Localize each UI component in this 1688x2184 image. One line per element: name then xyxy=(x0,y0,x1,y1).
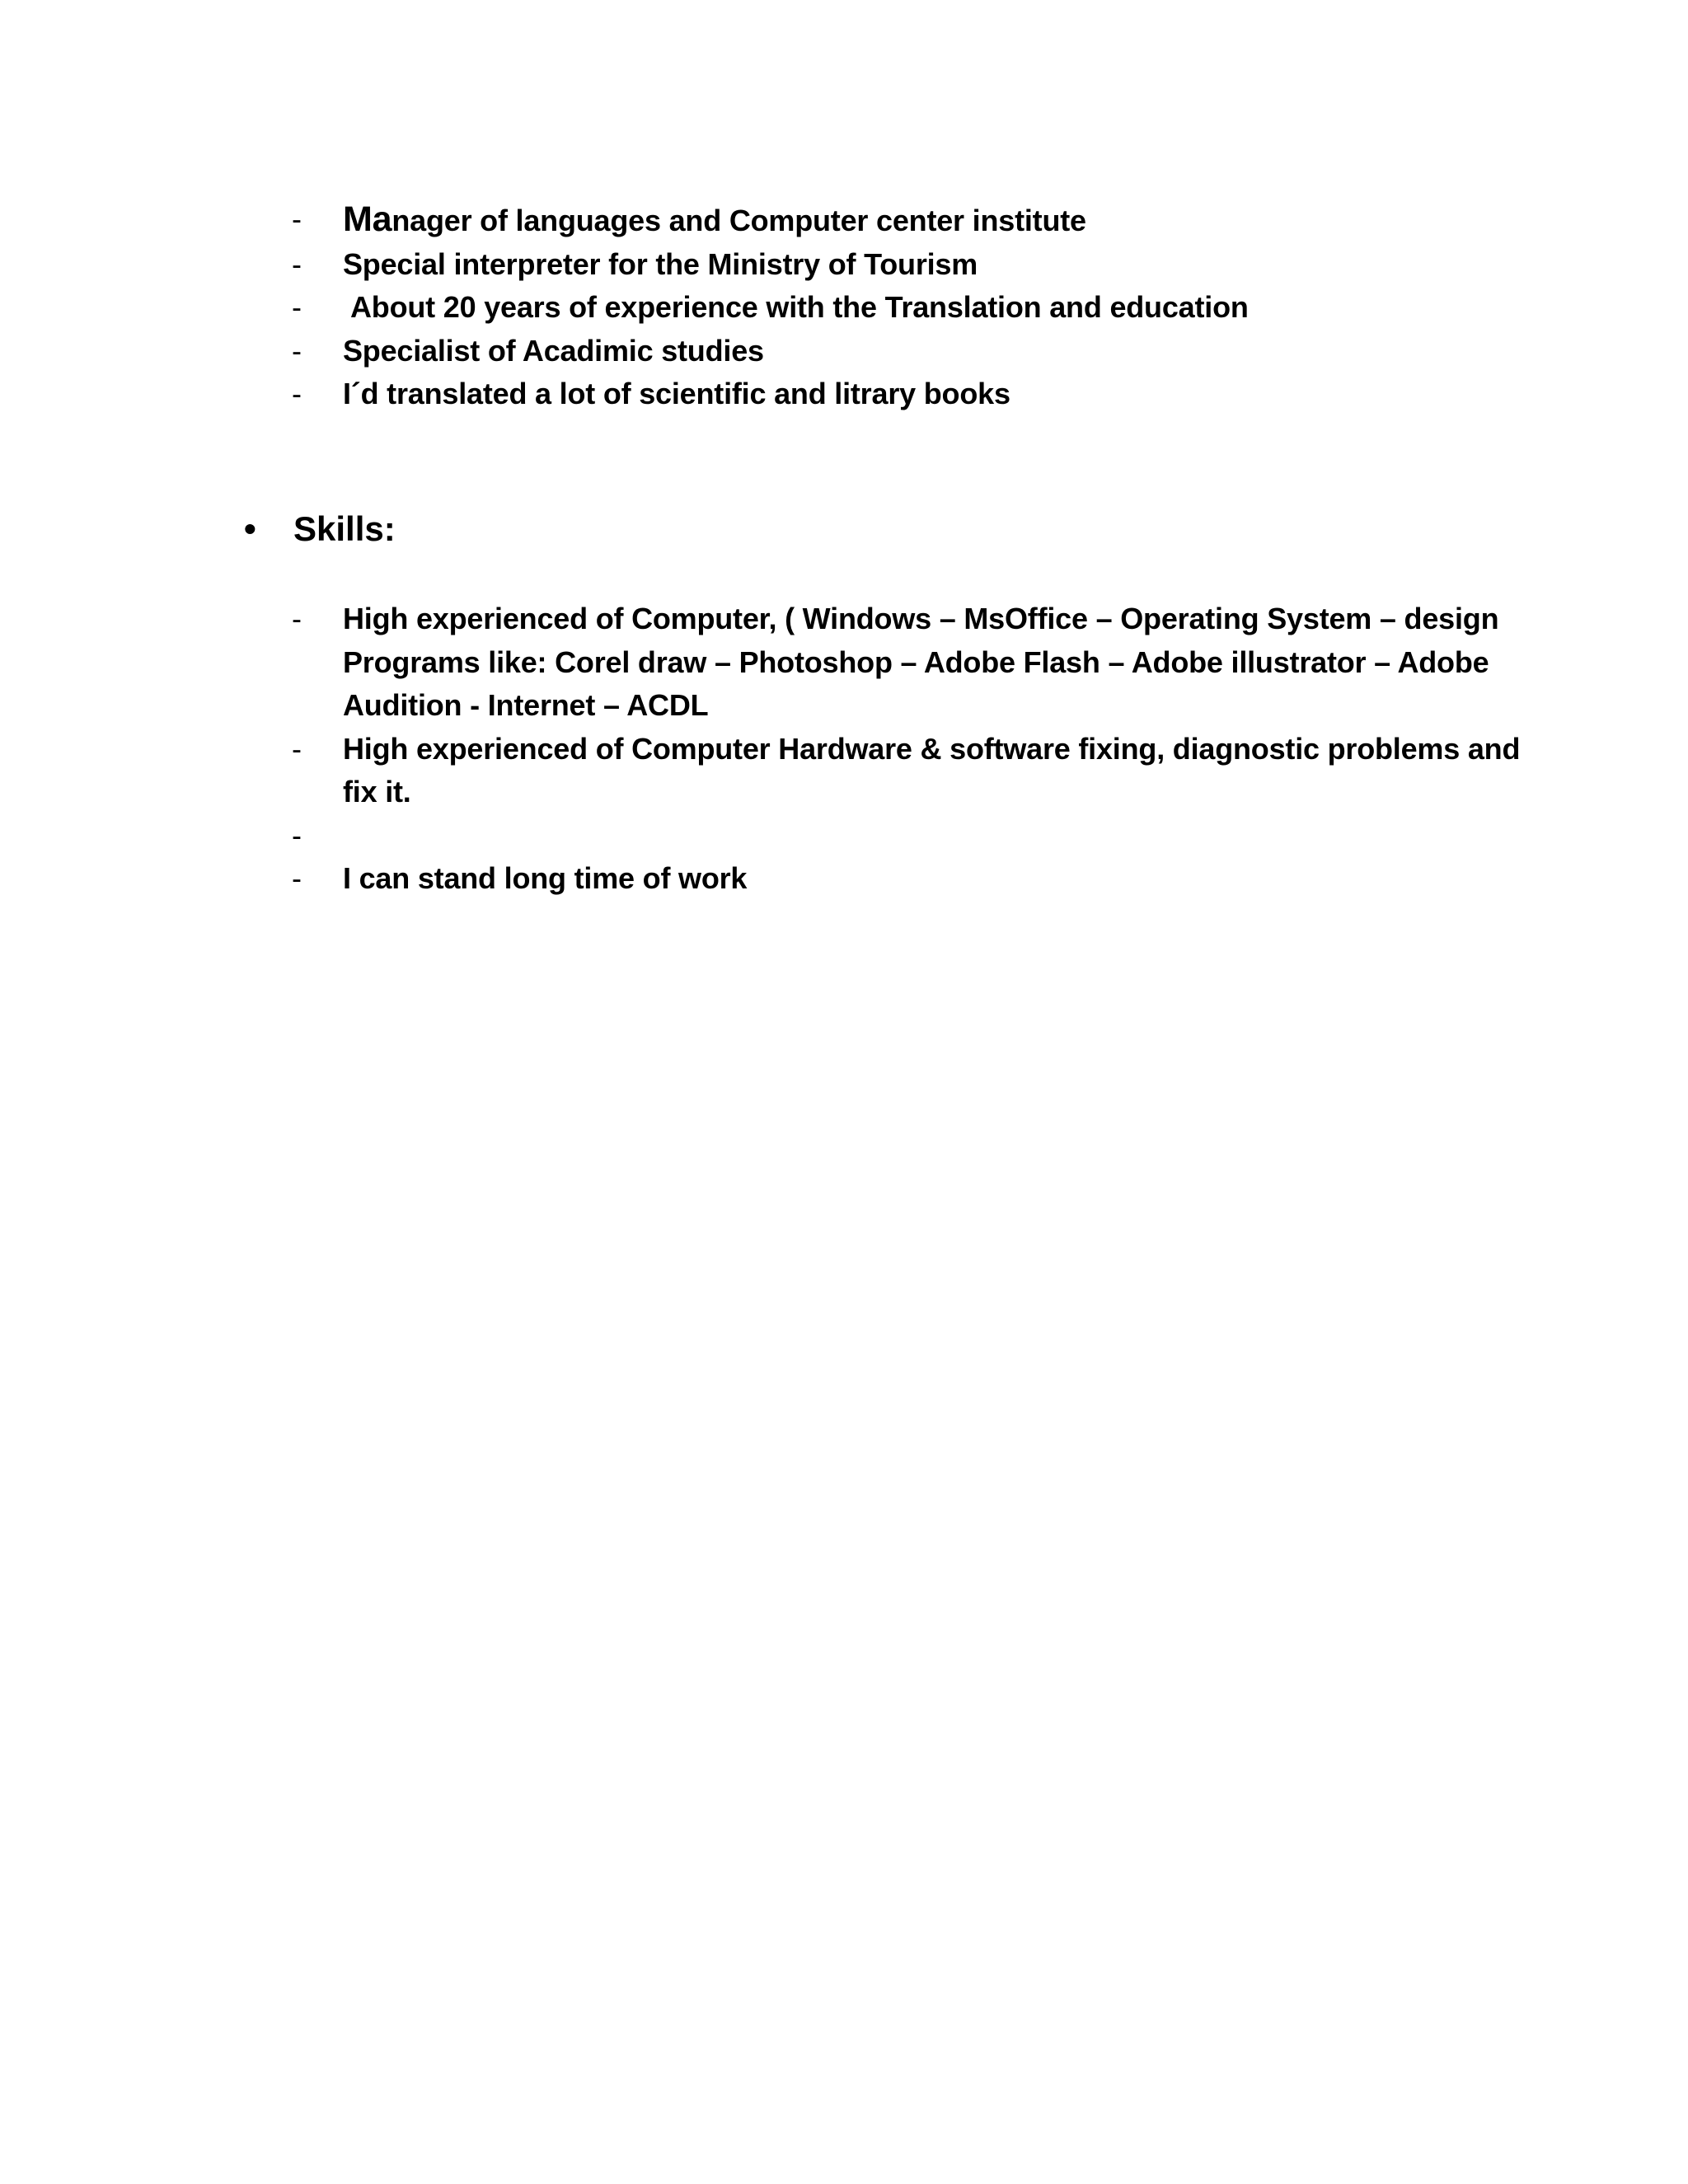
list-item xyxy=(292,814,1528,858)
item-text: I´d translated a lot of scientific and litrary books xyxy=(343,377,1010,410)
item-text: I can stand long time of work xyxy=(343,861,748,895)
dash-marker: - xyxy=(292,202,302,236)
skills-heading-text: Skills: xyxy=(293,509,396,548)
bullet-marker: • xyxy=(244,509,256,548)
experience-list xyxy=(292,198,1528,416)
item-text: nager of languages and Computer center institute xyxy=(392,204,1086,237)
list-item xyxy=(292,728,1528,814)
dash-marker: - xyxy=(292,602,302,635)
list-item xyxy=(292,598,1528,728)
skills-list xyxy=(292,598,1528,901)
item-text: Specialist of Acadimic studies xyxy=(343,333,764,368)
list-item xyxy=(292,857,1528,901)
item-text: High experienced of Computer, ( Windows – MsOffice – Operating System – design Programs like: Corel draw – Photoshop – Adobe Flash – Adobe illustrator – Adobe Audition - Internet – ACDL xyxy=(343,602,1499,722)
list-item xyxy=(292,373,1528,416)
item-text: About 20 years of experience with the Translation and education xyxy=(350,290,1249,324)
list-item xyxy=(292,243,1528,287)
dash-marker: - xyxy=(292,861,302,895)
dash-marker: - xyxy=(292,818,302,852)
item-initial-letters: Ma xyxy=(343,199,392,239)
list-item xyxy=(292,198,1528,243)
item-text: High experienced of Computer Hardware & software fixing, diagnostic problems and fix it. xyxy=(343,731,1521,808)
dash-marker: - xyxy=(292,290,302,324)
list-item xyxy=(292,330,1528,373)
dash-marker: - xyxy=(292,246,302,281)
dash-marker: - xyxy=(292,333,302,368)
list-item xyxy=(292,286,1528,330)
dash-marker: - xyxy=(292,731,302,766)
dash-marker: - xyxy=(292,377,302,410)
item-text: Special interpreter for the Ministry of Tourism xyxy=(343,246,978,281)
